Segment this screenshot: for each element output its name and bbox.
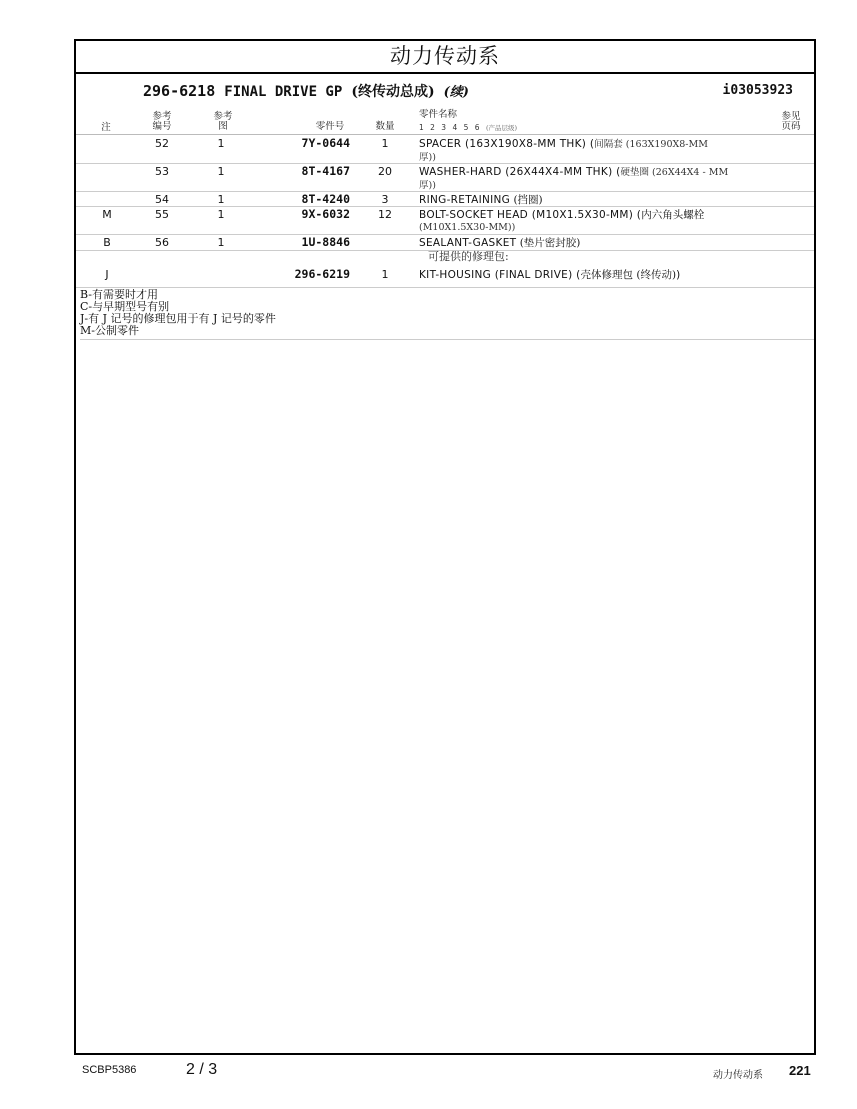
row-part-name-cn: 内六角头螺栓 (641, 209, 705, 221)
footer-page-of: 2 / 3 (186, 1061, 218, 1078)
header-ref-no-line1: 参考 (152, 111, 172, 122)
row-ref-no: 55 (155, 208, 169, 221)
table-row (76, 234, 814, 251)
illustration-id: i03053923 (722, 83, 793, 98)
group-heading (76, 81, 814, 105)
row-ref-no: 52 (155, 137, 169, 150)
header-illus (209, 112, 237, 132)
row-ref-no: 53 (155, 165, 169, 178)
row-part-no: 8T-4240 (301, 192, 350, 206)
footer-section: 动力传动系 (713, 1070, 763, 1081)
row-part-name-line2: (M10X1.5X30-MM)) (419, 222, 516, 233)
row-illus: 1 (217, 236, 225, 249)
header-see-page-line1: 参见 (781, 111, 801, 122)
row-part-name (419, 209, 764, 234)
row-illus: 1 (217, 165, 225, 178)
footer-doc-id: SCBP5386 (82, 1064, 137, 1076)
row-part-name-cn: (垫片密封胶) (516, 237, 581, 249)
row-part-name-end: ) (676, 269, 681, 281)
header-part-name: 零件名称 (419, 109, 458, 120)
row-part-no: 8T-4167 (301, 164, 350, 178)
row-part-name-en: BOLT-SOCKET HEAD (M10X1.5X30-MM) ( (419, 209, 642, 221)
page-frame (74, 39, 816, 1055)
row-part-name-cn: 间隔套 (163X190X8-MM (594, 139, 708, 150)
row-part-name (419, 237, 764, 249)
row-qty: 1 (381, 137, 389, 150)
header-see-page-line2: 页码 (781, 121, 801, 132)
row-part-no: 9X-6032 (301, 207, 350, 221)
header-levels-digits: 1 2 3 4 5 6 (419, 123, 482, 132)
notes-legend (80, 289, 814, 340)
table-row (76, 135, 814, 164)
row-part-name-line2: 厚)) (419, 152, 436, 163)
group-name-en: FINAL DRIVE GP (224, 84, 343, 100)
group-name-cn: (终传动总成) (351, 84, 435, 100)
row-part-name-line2: 厚)) (419, 180, 436, 191)
row-illus: 1 (217, 208, 225, 221)
row-part-name (419, 194, 764, 206)
row-ref-no: 54 (155, 193, 169, 206)
group-number: 296-6218 (143, 82, 216, 100)
row-part-name (419, 166, 764, 192)
row-note: M (102, 208, 112, 221)
row-part-name-en: SEALANT-GASKET (419, 237, 517, 249)
note-item: C-与早期型号有别 (80, 300, 170, 313)
row-ref-no: 56 (155, 236, 169, 249)
row-part-name-en: RING-RETAINING (419, 194, 511, 206)
note-item: B-有需要时才用 (80, 288, 159, 301)
header-illus-line2: 图 (218, 121, 228, 132)
row-note: B (103, 236, 111, 249)
header-qty: 数量 (375, 121, 395, 132)
row-part-no: 7Y-0644 (301, 136, 350, 150)
row-part-name-cn: (挡圈) (510, 194, 543, 206)
row-qty: 1 (381, 268, 389, 281)
header-ref-no-line2: 编号 (152, 121, 172, 132)
group-heading-text (143, 81, 469, 101)
row-part-name-en: WASHER-HARD (26X44X4-MM THK) ( (419, 166, 621, 178)
footer-page-number: 221 (789, 1063, 811, 1078)
row-qty: 12 (378, 208, 392, 221)
group-continued: (续) (443, 85, 469, 100)
row-part-no: 296-6219 (294, 267, 350, 281)
header-levels (419, 123, 517, 132)
note-item: J-有 J 记号的修理包用于有 J 记号的零件 (80, 312, 276, 325)
row-part-no: 1U-8846 (301, 235, 350, 249)
row-qty: 20 (378, 165, 392, 178)
kit-section-title: 可提供的修理包: (428, 250, 509, 263)
kit-row (76, 265, 814, 288)
row-illus: 1 (217, 137, 225, 150)
table-row (76, 206, 814, 235)
row-part-name-en: KIT-HOUSING (FINAL DRIVE) ( (419, 269, 581, 281)
row-part-name-en: SPACER (163X190X8-MM THK) ( (419, 138, 595, 150)
table-row (76, 191, 814, 207)
row-part-name (419, 269, 764, 281)
row-qty: 3 (381, 193, 389, 206)
header-levels-note: (产品层级) (485, 124, 518, 132)
note-item: M-公制零件 (80, 324, 139, 337)
section-title: 动力传动系 (76, 41, 814, 74)
row-part-name-cn: 硬垫圈 (26X44X4 - MM (620, 167, 729, 178)
header-illus-line1: 参考 (213, 111, 233, 122)
header-see-page (778, 112, 804, 132)
table-row (76, 163, 814, 192)
row-part-name-cn: 壳体修理包 (终传动) (580, 269, 677, 281)
header-note: 注 (101, 122, 111, 133)
row-part-name (419, 138, 764, 164)
header-ref-no (148, 112, 176, 132)
row-note: J (105, 268, 109, 281)
header-part-no: 零件号 (315, 121, 345, 132)
row-illus: 1 (217, 193, 225, 206)
